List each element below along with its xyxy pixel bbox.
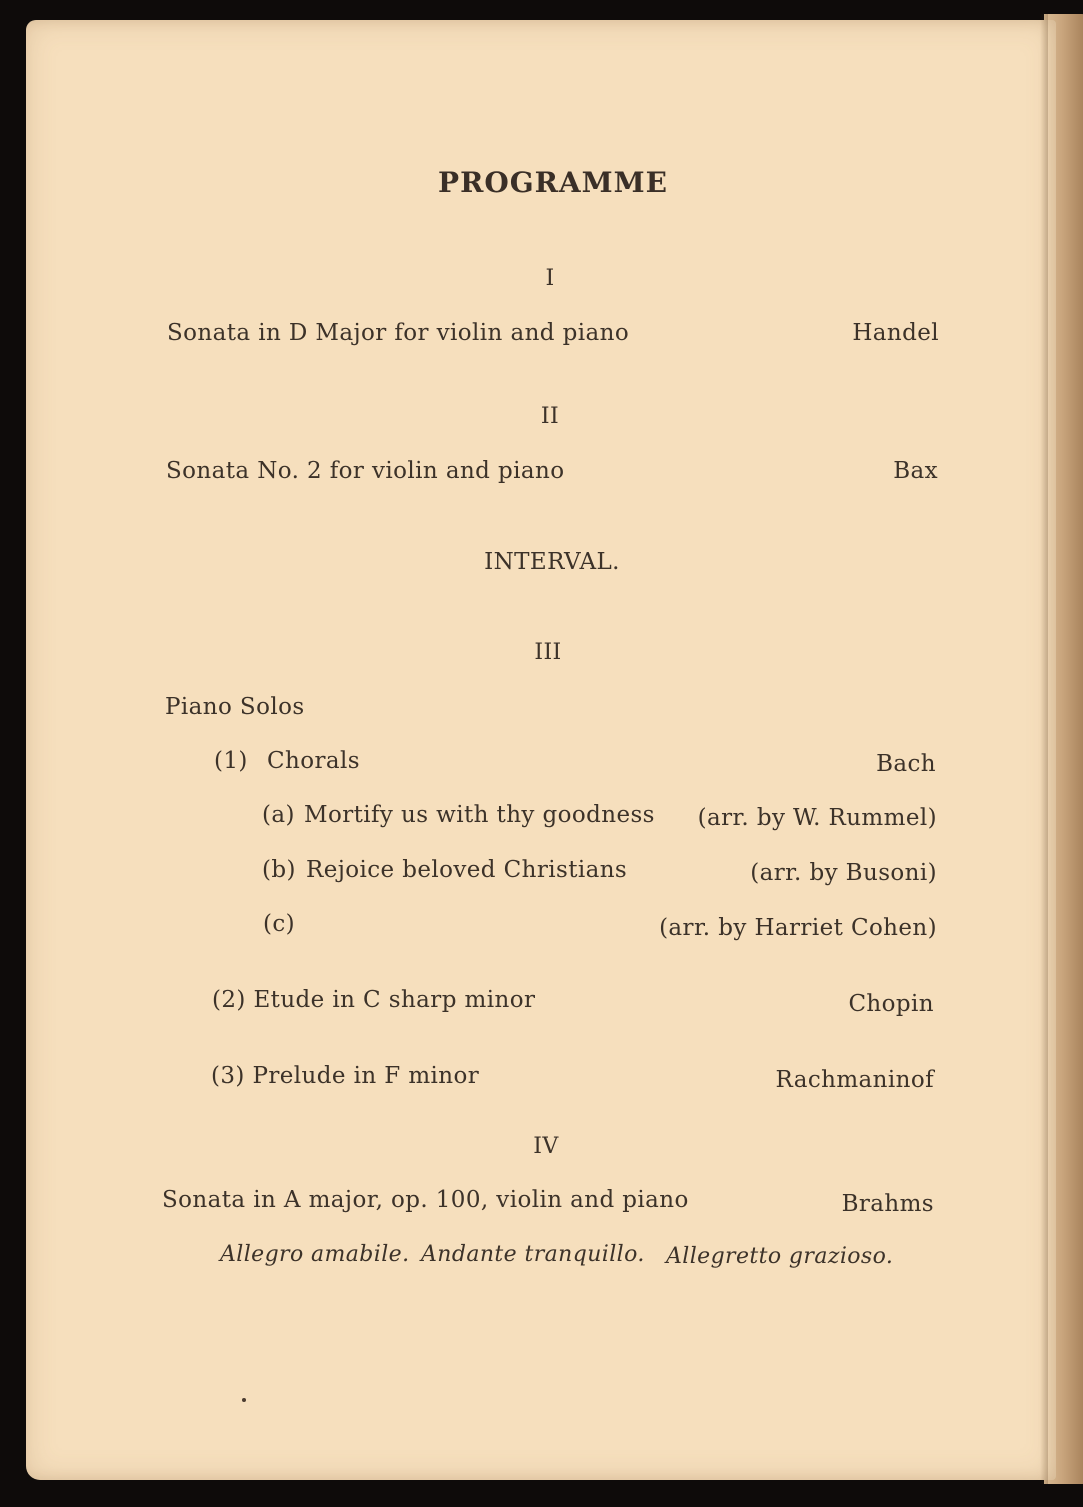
piano-solos-heading: Piano Solos xyxy=(165,694,305,720)
composer-handel: Handel xyxy=(852,320,939,346)
composer-rachmaninof: Rachmaninof xyxy=(775,1067,934,1093)
section-numeral-iii: III xyxy=(534,640,562,665)
section-numeral-iv: IV xyxy=(533,1134,559,1159)
page-title: PROGRAMME xyxy=(438,166,668,199)
prelude-label: (3) Prelude in F minor xyxy=(211,1063,480,1089)
choral-a-title: Mortify us with thy goodness xyxy=(304,802,655,828)
movement-1: Allegro amabile. xyxy=(220,1242,410,1267)
etude-label: (2) Etude in C sharp minor xyxy=(212,987,536,1013)
choral-a-arrangement: (arr. by W. Rummel) xyxy=(697,805,937,831)
paper-speck xyxy=(242,1398,246,1402)
piece-bax-sonata: Sonata No. 2 for violin and piano xyxy=(166,458,565,484)
choral-c-arrangement: (arr. by Harriet Cohen) xyxy=(659,915,937,941)
page-edge-shadow xyxy=(1040,14,1048,1484)
choral-b-title: Rejoice beloved Christians xyxy=(306,857,628,883)
interval-heading: INTERVAL. xyxy=(484,549,620,575)
piece-handel-sonata: Sonata in D Major for violin and piano xyxy=(167,320,630,346)
choral-b-arrangement: (arr. by Busoni) xyxy=(750,860,937,886)
choral-a-letter: (a) xyxy=(262,802,295,828)
composer-brahms: Brahms xyxy=(841,1191,934,1217)
movement-2: Andante tranquillo. xyxy=(421,1242,645,1267)
section-numeral-ii: II xyxy=(540,404,560,429)
composer-bax: Bax xyxy=(893,458,938,484)
composer-chopin: Chopin xyxy=(848,991,934,1017)
chorals-label: Chorals xyxy=(267,748,360,774)
piece-brahms-sonata: Sonata in A major, op. 100, violin and piano xyxy=(162,1187,689,1213)
composer-bach: Bach xyxy=(876,751,936,777)
chorals-number: (1) xyxy=(214,748,248,774)
choral-b-letter: (b) xyxy=(262,857,296,883)
movement-3: Allegretto grazioso. xyxy=(666,1244,894,1269)
section-numeral-i: I xyxy=(545,266,555,291)
choral-c-letter: (c) xyxy=(263,911,296,937)
